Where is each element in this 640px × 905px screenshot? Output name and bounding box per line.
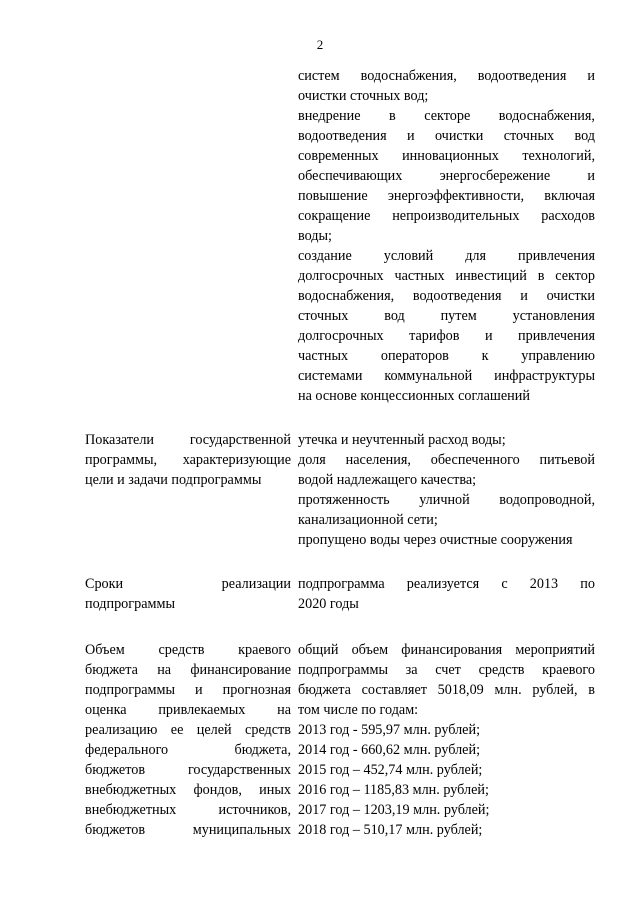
terms-label-line: подпрограммы	[85, 596, 175, 612]
goal-text-line: создание условий для привлечения	[298, 248, 595, 264]
indicators-text-line: канализационной сети;	[298, 512, 438, 528]
funding-text-line: 2017 год – 1203,19 млн. рублей;	[298, 802, 490, 818]
funding-text-line: 2014 год - 660,62 млн. рублей;	[298, 742, 481, 758]
goal-text-line: частных операторов к управлению	[298, 348, 595, 364]
funding-label-line: реализацию ее целей средств	[85, 722, 291, 738]
goal-text-line: внедрение в секторе водоснабжения,	[298, 108, 595, 124]
goal-text-line: очистки сточных вод;	[298, 88, 429, 104]
indicators-text-line: доля населения, обеспеченного питьевой	[298, 452, 595, 468]
indicators-label-line: Показатели государственной	[85, 432, 291, 448]
funding-label-line: федерального бюджета,	[85, 742, 291, 758]
goal-text-line: обеспечивающих энергосбережение и	[298, 168, 595, 184]
funding-label-line: внебюджетных источников,	[85, 802, 291, 818]
funding-label-line: Объем средств краевого	[85, 642, 291, 658]
goal-text-line: воды;	[298, 228, 332, 244]
indicators-label-line: программы, характеризующие	[85, 452, 291, 468]
goal-text-line: на основе концессионных соглашений	[298, 388, 530, 404]
funding-text-line: 2015 год – 452,74 млн. рублей;	[298, 762, 483, 778]
goal-text-line: сточных вод путем установления	[298, 308, 595, 324]
funding-text-line: 2013 год - 595,97 млн. рублей;	[298, 722, 481, 738]
funding-label-line: оценка привлекаемых на	[85, 702, 291, 718]
terms-text-line: 2020 годы	[298, 596, 359, 612]
funding-label-line: подпрограммы и прогнозная	[85, 682, 291, 698]
goal-text-line: долгосрочных тарифов и привлечения	[298, 328, 595, 344]
funding-text-line: 2016 год – 1185,83 млн. рублей;	[298, 782, 489, 798]
goal-text-line: систем водоснабжения, водоотведения и	[298, 68, 595, 84]
goal-text-line: повышение энергоэффективности, включая	[298, 188, 595, 204]
terms-label-line: Сроки реализации	[85, 576, 291, 592]
indicators-text-line: водой надлежащего качества;	[298, 472, 477, 488]
indicators-text-line: утечка и неучтенный расход воды;	[298, 432, 506, 448]
goal-text-line: водоснабжения, водоотведения и очистки	[298, 288, 595, 304]
funding-label-line: внебюджетных фондов, иных	[85, 782, 291, 798]
funding-label-line: бюджетов государственных	[85, 762, 291, 778]
indicators-text-line: протяженность уличной водопроводной,	[298, 492, 595, 508]
terms-text-line: подпрограмма реализуется с 2013 по	[298, 576, 595, 592]
goal-text-line: современных инновационных технологий,	[298, 148, 595, 164]
funding-text-line: общий объем финансирования мероприятий	[298, 642, 595, 658]
goal-text-line: долгосрочных частных инвестиций в сектор	[298, 268, 595, 284]
funding-label-line: бюджетов муниципальных	[85, 822, 291, 838]
indicators-text-line: пропущено воды через очистные сооружения	[298, 532, 573, 548]
indicators-label-line: цели и задачи подпрограммы	[85, 472, 262, 488]
page-number: 2	[316, 37, 324, 52]
goal-text-line: сокращение непроизводительных расходов	[298, 208, 595, 224]
goal-text-line: водоотведения и очистки сточных вод	[298, 128, 595, 144]
funding-label-line: бюджета на финансирование	[85, 662, 291, 678]
funding-text-line: 2018 год – 510,17 млн. рублей;	[298, 822, 483, 838]
funding-text-line: бюджета составляет 5018,09 млн. рублей, в	[298, 682, 595, 698]
funding-text-line: подпрограммы за счет средств краевого	[298, 662, 595, 678]
goal-text-line: системами коммунальной инфраструктуры	[298, 368, 595, 384]
funding-text-line: том числе по годам:	[298, 702, 419, 718]
